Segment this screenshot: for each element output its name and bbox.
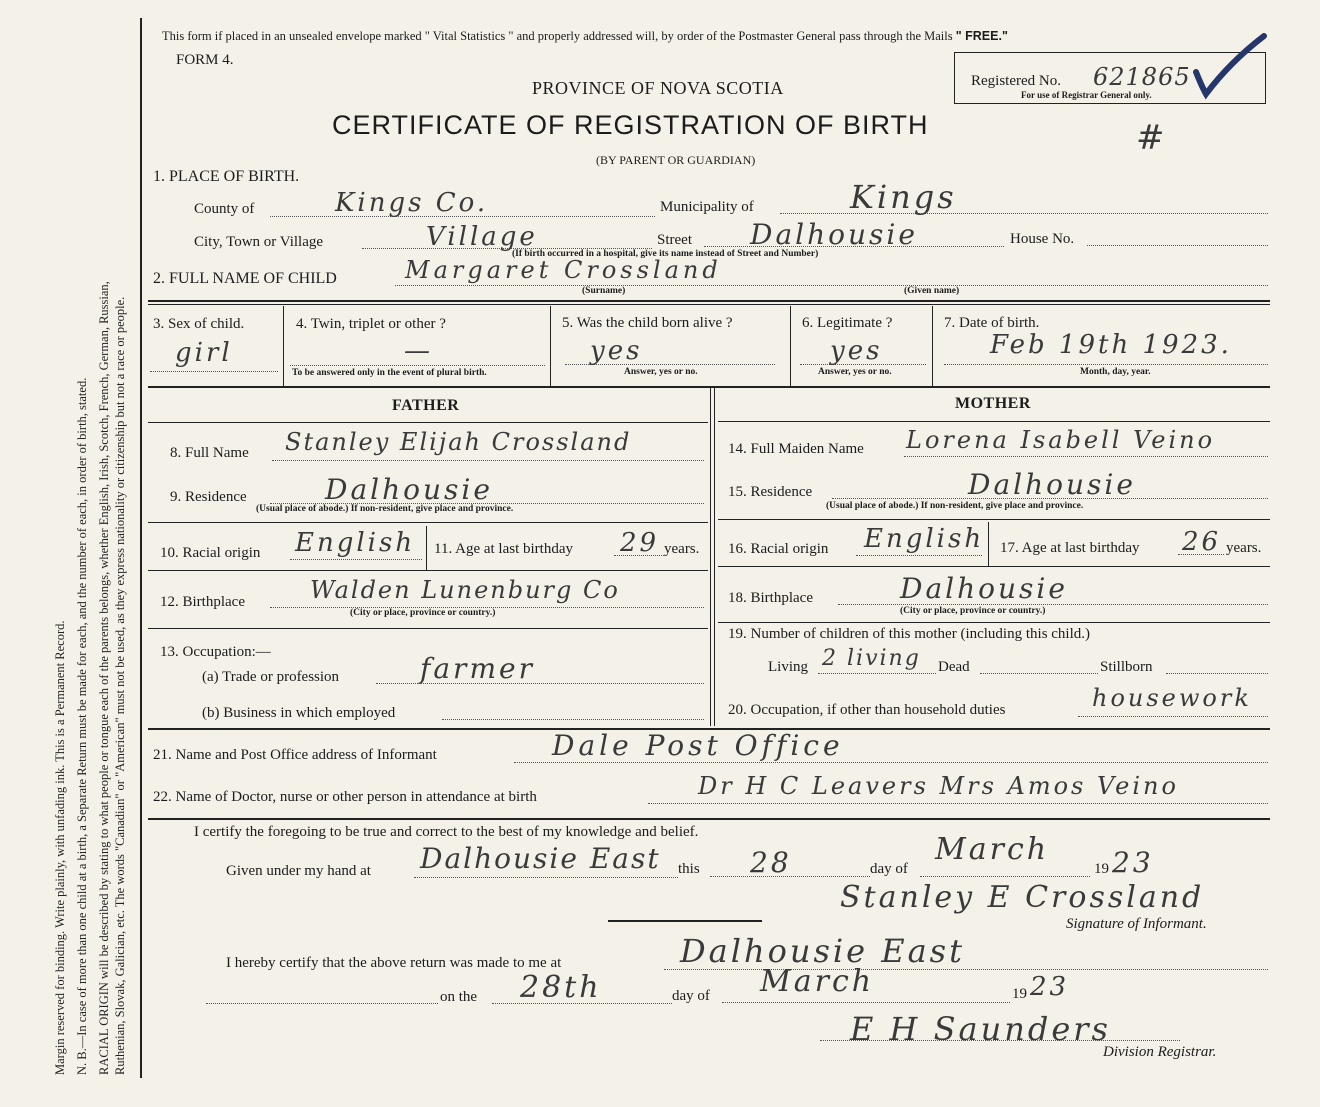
father-occupation-label: 13. Occupation:—	[160, 644, 271, 660]
sex-label: 3. Sex of child.	[153, 316, 245, 332]
father-age-value: 29	[620, 528, 660, 558]
registrar-year-prefix: 19	[1012, 986, 1027, 1002]
father-heading: FATHER	[392, 397, 460, 414]
city-value: Village	[426, 222, 538, 252]
father-rule-1	[148, 522, 708, 523]
registrar-year-value: 23	[1030, 972, 1070, 1002]
father-residence-value: Dalhousie	[325, 473, 493, 506]
this-label: this	[678, 861, 700, 877]
stamp-mark: #	[1136, 118, 1168, 158]
row-div-4	[932, 306, 933, 386]
father-race-value: English	[295, 528, 416, 558]
registrar-lead-line	[206, 1003, 438, 1004]
surname-note: (Surname)	[582, 286, 626, 296]
dob-label: 7. Date of birth.	[944, 315, 1040, 331]
legitimate-label: 6. Legitimate ?	[802, 315, 893, 331]
given-name-note: (Given name)	[904, 286, 960, 296]
year-value: 23	[1112, 846, 1154, 879]
mother-heading: MOTHER	[955, 395, 1031, 412]
mother-race-line	[856, 555, 982, 556]
informant-line	[514, 762, 1268, 763]
short-separator	[608, 920, 762, 922]
mother-residence-note: (Usual place of abode.) If non-resident, give place and province.	[826, 501, 1084, 511]
mother-age-value: 26	[1182, 527, 1222, 557]
county-label: County of	[194, 201, 255, 217]
mother-years-label: years.	[1226, 540, 1262, 556]
mail-note	[162, 29, 1008, 44]
father-birthplace-label: 12. Birthplace	[160, 594, 245, 610]
legitimate-value: yes	[830, 336, 883, 366]
mother-living-line	[818, 673, 936, 674]
father-trade-label: (a) Trade or profession	[202, 669, 340, 685]
day-of-label: day of	[870, 861, 908, 877]
mother-stillborn-label: Stillborn	[1100, 659, 1153, 675]
free-label: " FREE."	[955, 29, 1008, 43]
registrar-month-value: March	[760, 964, 875, 999]
mother-name-label: 14. Full Maiden Name	[728, 441, 864, 457]
twin-value: —	[404, 336, 433, 366]
row-div-2	[550, 306, 551, 386]
rule-above-row-2	[148, 304, 1270, 305]
child-name-line	[395, 285, 1268, 286]
mother-occupation-line	[1078, 716, 1268, 717]
mail-note-text: This form if placed in an unsealed envelope marked " Vital Statistics " and properly addressed will, by order of the Postmaster General pass through the Mails	[162, 29, 953, 43]
signature-label: Signature of Informant.	[1066, 916, 1207, 932]
twin-note: To be answered only in the event of plural birth.	[292, 368, 487, 378]
binding-rule	[140, 18, 142, 1078]
registrar-day-of-label: day of	[672, 988, 710, 1004]
mother-dead-line	[980, 673, 1098, 674]
mother-birthplace-note: (City or place, province or country.)	[900, 606, 1046, 616]
twin-label: 4. Twin, triplet or other ?	[296, 316, 446, 332]
registrar-title: Division Registrar.	[1103, 1044, 1217, 1060]
municipality-label: Municipality of	[660, 199, 754, 215]
year-prefix: 19	[1094, 861, 1109, 877]
margin-notes	[52, 15, 128, 1075]
mother-children-label: 19. Number of children of this mother (including this child.)	[728, 626, 1091, 642]
mother-residence-value: Dalhousie	[968, 468, 1136, 501]
alive-label: 5. Was the child born alive ?	[562, 315, 733, 331]
mother-race-label: 16. Racial origin	[728, 541, 829, 557]
margin-line-1: Margin reserved for binding. Write plainly, with unfading ink. This is a Permanent Record.	[53, 620, 67, 1075]
given-place-line	[414, 877, 678, 878]
father-name-label: 8. Full Name	[170, 445, 249, 461]
county-value: Kings Co.	[335, 188, 489, 218]
mother-residence-label: 15. Residence	[728, 484, 813, 500]
municipality-value: Kings	[850, 178, 957, 216]
registrar-month-line	[722, 1002, 1010, 1003]
registrar-signature-line	[820, 1040, 1180, 1041]
mother-rule-3	[718, 622, 1270, 623]
father-trade-value: farmer	[420, 652, 535, 685]
check-mark	[1190, 32, 1270, 102]
margin-line-2: N. B.—In case of more than one child at a birth, a Separate Return must be made for each, and the number of each, in order of birth, stated.	[75, 377, 89, 1075]
legitimate-note: Answer, yes or no.	[818, 367, 892, 377]
doctor-value: Dr H C Leavers Mrs Amos Veino	[698, 772, 1179, 800]
mother-heading-rule	[718, 421, 1270, 422]
mother-living-value: 2 living	[822, 646, 921, 671]
row-div-1	[283, 306, 284, 386]
registrar-note: For use of Registrar General only.	[1021, 90, 1152, 100]
registrar-place-value: Dalhousie East	[680, 932, 965, 970]
certify-statement: I certify the foregoing to be true and correct to the best of my knowledge and belief.	[194, 824, 699, 840]
mother-race-divider	[988, 522, 989, 566]
father-residence-label: 9. Residence	[170, 489, 247, 505]
margin-line-4: Ruthenian, Slovak, Galician, etc. The words "Canadian" or "American" must not be used, as they express nationality or citizenship but not a race or people.	[113, 296, 127, 1075]
registered-label: Registered No.	[971, 73, 1061, 89]
father-age-label: 11. Age at last birthday	[434, 541, 573, 557]
registrar-day-value: 28th	[520, 970, 602, 1005]
father-birthplace-value: Walden Lunenburg Co	[310, 576, 620, 604]
certificate-title: CERTIFICATE OF REGISTRATION OF BIRTH	[332, 110, 929, 140]
month-value: March	[935, 832, 1050, 867]
registered-value: 621865	[1093, 63, 1191, 91]
father-years-label: years.	[664, 541, 700, 557]
form-number: FORM 4.	[176, 52, 234, 68]
child-name-label: 2. FULL NAME OF CHILD	[153, 270, 337, 287]
father-name-line	[272, 460, 704, 461]
place-heading: 1. PLACE OF BIRTH.	[153, 168, 300, 185]
mother-occupation-value: housework	[1092, 684, 1252, 712]
father-business-label: (b) Business in which employed	[202, 705, 396, 721]
province-heading: PROVINCE OF NOVA SCOTIA	[532, 78, 784, 98]
registrar-statement: I hereby certify that the above return was made to me at	[226, 955, 562, 971]
registrar-signature: E H Saunders	[850, 1010, 1111, 1048]
street-value: Dalhousie	[750, 218, 918, 251]
mother-age-label: 17. Age at last birthday	[1000, 540, 1140, 556]
father-heading-rule	[148, 422, 708, 423]
informant-signature: Stanley E Crossland	[840, 880, 1205, 915]
row-div-3	[790, 306, 791, 386]
mother-birthplace-label: 18. Birthplace	[728, 590, 813, 606]
mother-occupation-label: 20. Occupation, if other than household duties	[728, 702, 1006, 718]
dob-line	[944, 364, 1268, 365]
father-business-line	[442, 719, 704, 720]
house-label: House No.	[1010, 231, 1075, 247]
certificate-subtitle: (BY PARENT OR GUARDIAN)	[596, 153, 756, 167]
margin-line-3: RACIAL ORIGIN will be described by stating to what people or tongue each of the parents belongs, whether English, Irish, Scotch, French, German, Russian,	[97, 281, 111, 1075]
mother-name-line	[904, 456, 1268, 457]
father-birthplace-note: (City or place, province or country.)	[350, 608, 496, 618]
father-name-value: Stanley Elijah Crossland	[285, 428, 632, 456]
rule-below-row	[148, 386, 1270, 388]
mother-rule-2	[718, 566, 1270, 567]
mother-race-value: English	[864, 524, 985, 554]
parents-divider-left	[710, 386, 711, 726]
father-rule-2	[148, 570, 708, 571]
mother-rule-1	[718, 519, 1270, 520]
given-label: Given under my hand at	[226, 863, 371, 879]
father-race-line	[290, 559, 422, 560]
rule-above-row	[148, 300, 1270, 302]
child-name-value: Margaret Crossland	[405, 256, 722, 284]
day-value: 28	[750, 846, 792, 879]
father-race-divider	[426, 526, 427, 570]
mother-stillborn-line	[1166, 673, 1268, 674]
mother-name-value: Lorena Isabell Veino	[906, 426, 1216, 454]
rule-above-certify	[148, 818, 1270, 820]
on-the-label: on the	[440, 989, 478, 1005]
informant-label: 21. Name and Post Office address of Informant	[153, 747, 437, 763]
informant-value: Dale Post Office	[552, 729, 844, 762]
mother-living-label: Living	[768, 659, 808, 675]
given-place-value: Dalhousie East	[420, 842, 661, 875]
month-line	[920, 876, 1090, 877]
dob-value: Feb 19th 1923.	[990, 330, 1232, 360]
sex-line	[150, 371, 278, 372]
parents-divider-right	[714, 386, 715, 726]
mother-birthplace-value: Dalhousie	[900, 572, 1068, 605]
mother-dead-label: Dead	[938, 659, 970, 675]
hospital-note: (If birth occurred in a hospital, give its name instead of Street and Number)	[512, 249, 819, 259]
father-race-label: 10. Racial origin	[160, 545, 261, 561]
city-label: City, Town or Village	[194, 234, 324, 250]
doctor-label: 22. Name of Doctor, nurse or other person in attendance at birth	[153, 789, 537, 805]
father-residence-note: (Usual place of abode.) If non-resident, give place and province.	[256, 504, 514, 514]
doctor-line	[648, 803, 1268, 804]
alive-value: yes	[590, 336, 643, 366]
house-line	[1087, 245, 1268, 246]
street-label: Street	[657, 232, 692, 248]
sex-value: girl	[175, 338, 233, 368]
dob-note: Month, day, year.	[1080, 367, 1151, 377]
alive-note: Answer, yes or no.	[624, 367, 698, 377]
father-rule-3	[148, 628, 708, 629]
